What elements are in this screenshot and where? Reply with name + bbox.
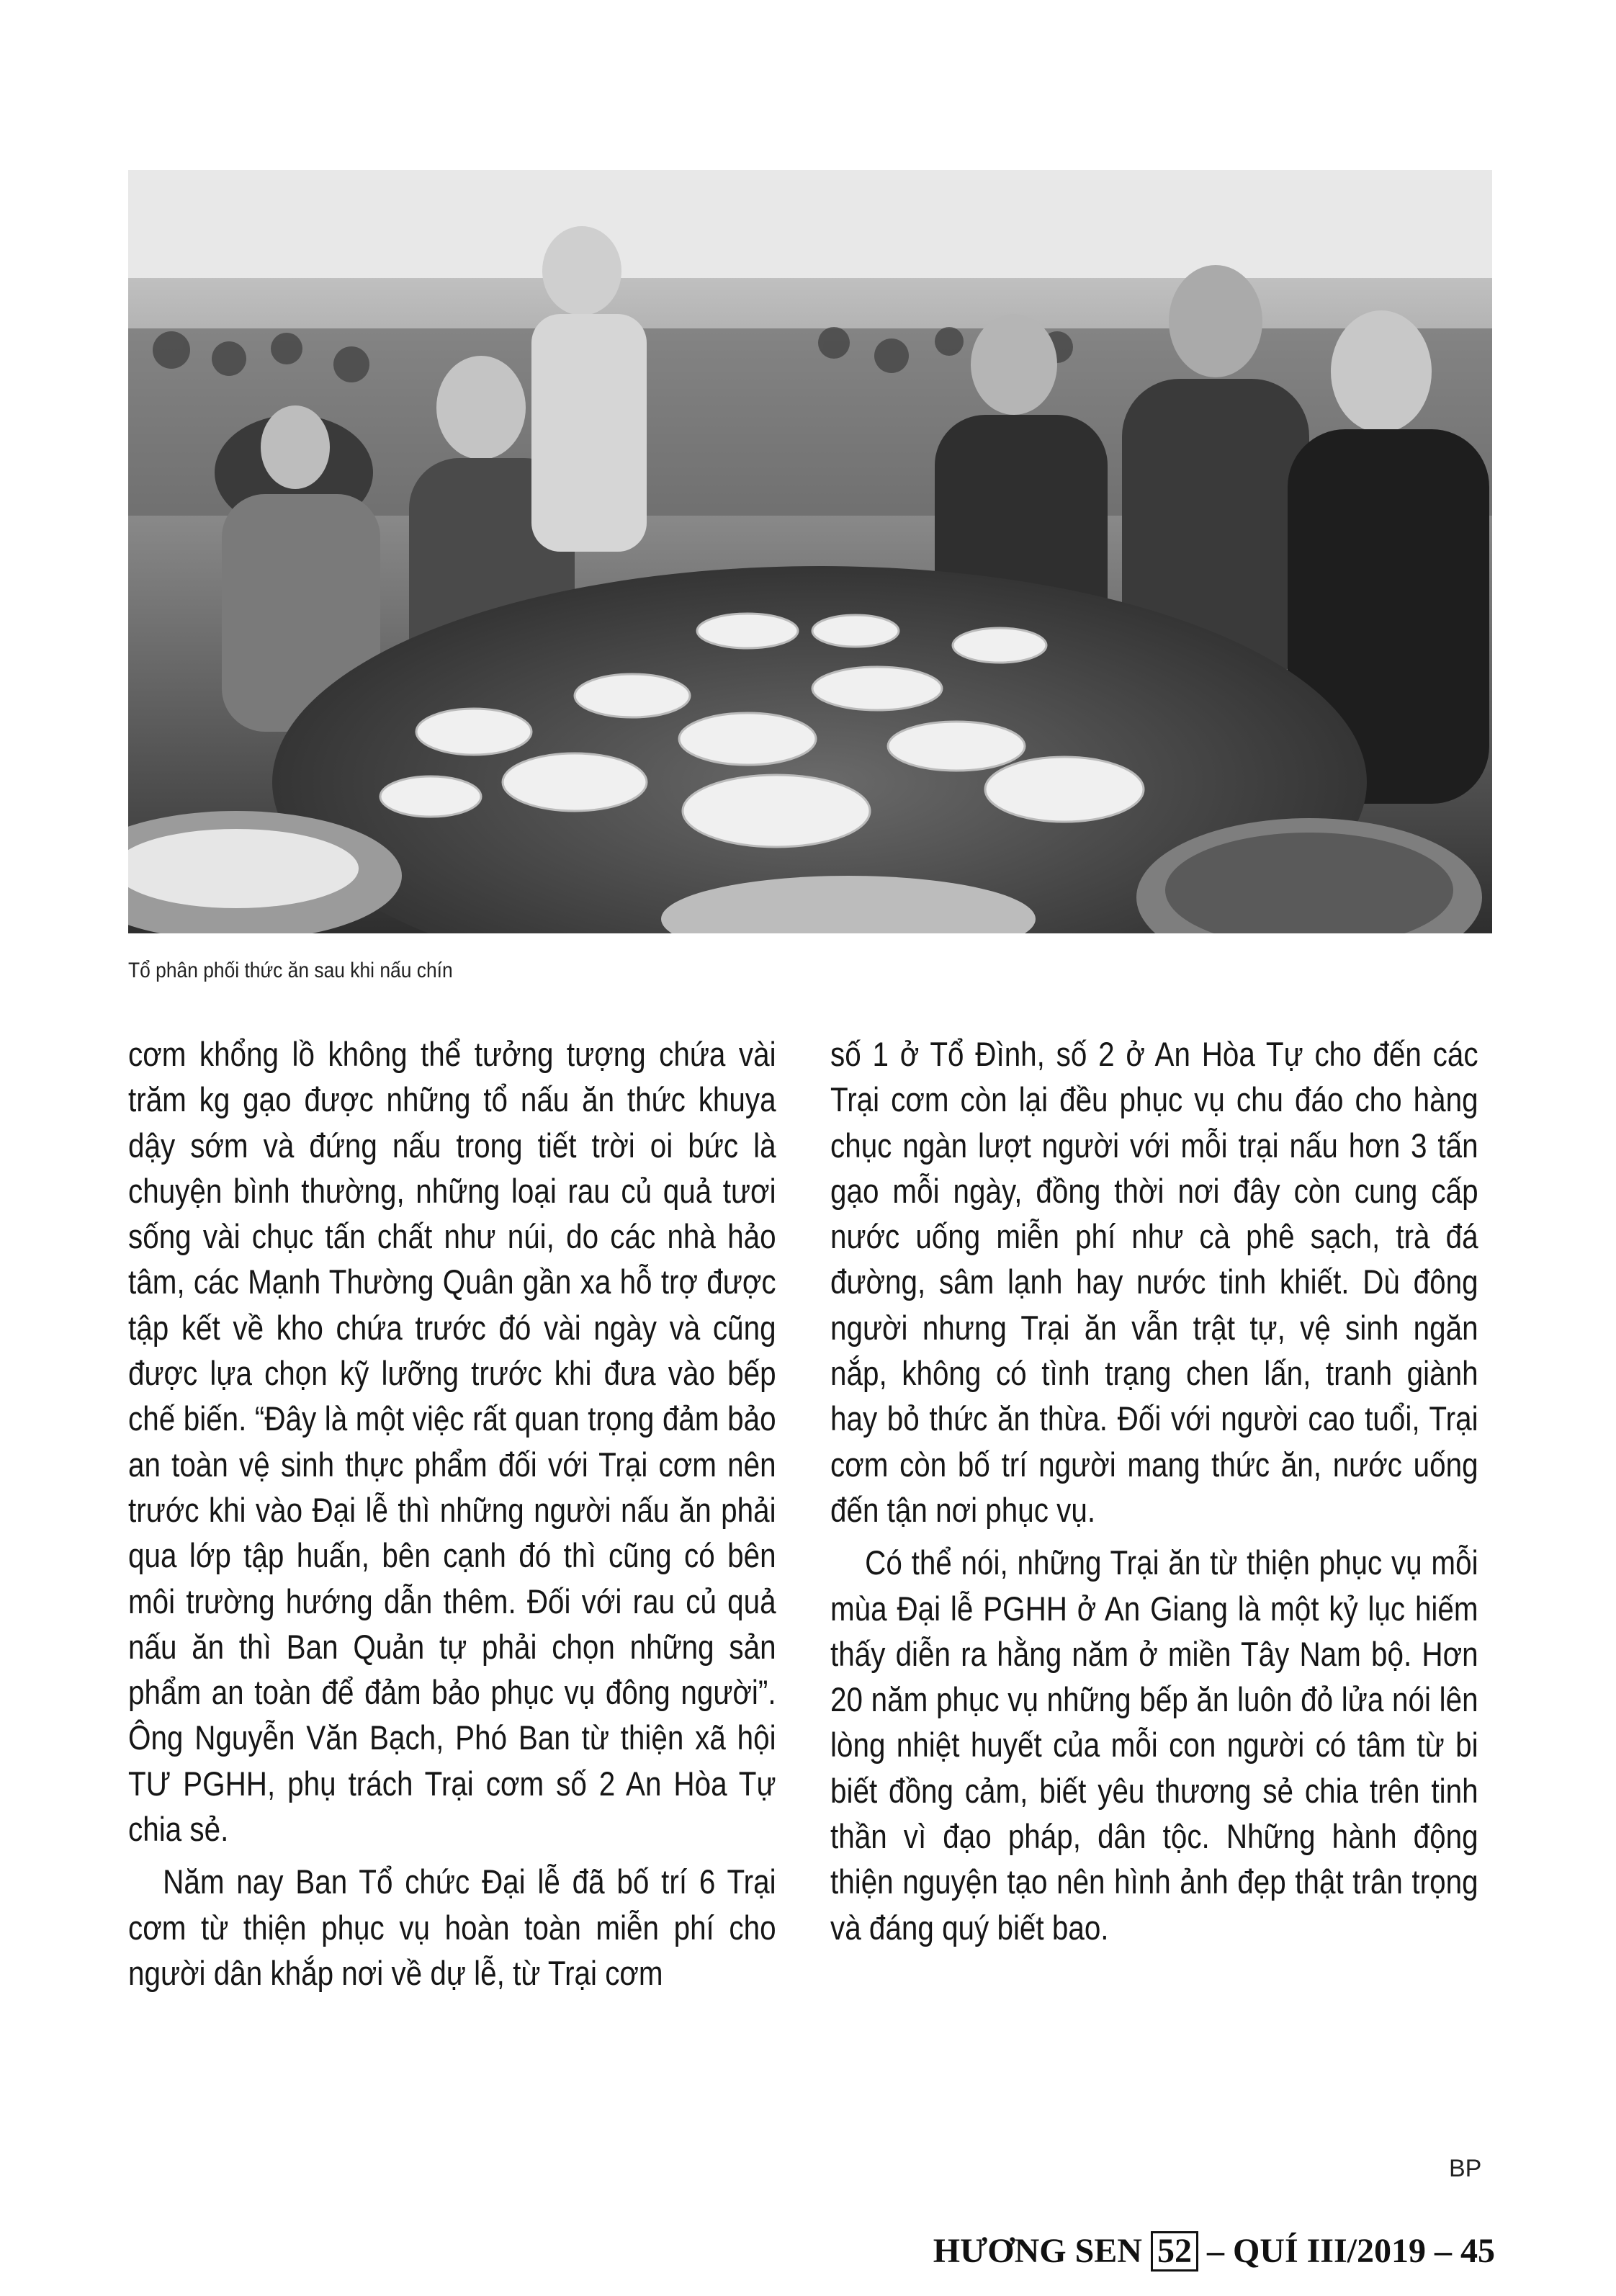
- article-photo: [128, 170, 1492, 933]
- article-column-right: [830, 1031, 1478, 1950]
- issue-quarter: – QUÍ III/2019 –: [1206, 2232, 1452, 2270]
- photo-caption: Tổ phân phối thức ăn sau khi nấu chín: [128, 959, 453, 982]
- magazine-name: HƯƠNG SEN: [933, 2232, 1142, 2270]
- article-paragraph: số 1 ở Tổ Đình, số 2 ở An Hòa Tự cho đến các Trại cơm còn lại đều phục vụ chu đáo cho hàng chục ngàn lượt người với mỗi trại nấu hơn 3 tấn gạo mỗi ngày, đồng thời nơi đây còn cung cấp nước uống miễn phí như cà phê sạch, trà đá đường, sâm lạnh hay nước tinh khiết. Dù đông người nhưng Trại ăn vẫn trật tự, vệ sinh ngăn nắp, không có tình trạng chen lấn, tranh giành hay bỏ thức ăn thừa. Đối với người cao tuổi, Trại cơm còn bố trí người mang thức ăn, nước uống đến tận nơi phục vụ.: [830, 1035, 1478, 1529]
- author-byline: BP: [1449, 2155, 1482, 2182]
- page-number: 45: [1460, 2232, 1495, 2270]
- article-paragraph: cơm khổng lồ không thể tưởng tượng chứa vài trăm kg gạo được những tổ nấu ăn thức khuya dậy sớm và đứng nấu trong tiết trời oi bức là chuyện bình thường, những loại rau củ quả tươi sống vài chục tấn chất như núi, do các nhà hảo tâm, các Mạnh Thường Quân gần xa hỗ trợ được tập kết về kho chứa trước đó vài ngày và cũng được lựa chọn kỹ lưỡng trước khi đưa vào bếp chế biến. “Đây là một việc rất quan trọng đảm bảo an toàn vệ sinh thực phẩm đối với Trại cơm nên trước khi vào Đại lễ thì những người nấu ăn phải qua lớp tập huấn, bên cạnh đó thì cũng có bên môi trường hướng dẫn thêm. Đối với rau củ quả nấu ăn thì Ban Quản tự phải chọn những sản phẩm an toàn để đảm bảo phục vụ đông người”. Ông Nguyễn Văn Bạch, Phó Ban từ thiện xã hội TƯ PGHH, phụ trách Trại cơm số 2 An Hòa Tự chia sẻ.: [128, 1035, 776, 1849]
- article-column-left: [128, 1031, 776, 1996]
- article-paragraph: Có thể nói, những Trại ăn từ thiện phục vụ mỗi mùa Đại lễ PGHH ở An Giang là một kỷ lục hiếm thấy diễn ra hằng năm ở miền Tây Nam bộ. Hơn 20 năm phục vụ những bếp ăn luôn đỏ lửa nói lên lòng nhiệt huyết của mỗi con người có tâm từ bi biết đồng cảm, biết yêu thương sẻ chia trên tinh thần vì đạo pháp, dân tộc. Những hành động thiện nguyện tạo nên hình ảnh đẹp thật trân trọng và đáng quý biết bao.: [830, 1543, 1478, 1947]
- article-paragraph: Năm nay Ban Tổ chức Đại lễ đã bố trí 6 Trại cơm từ thiện phục vụ hoàn toàn miễn phí cho người dân khắp nơi về dự lễ, từ Trại cơm: [128, 1862, 776, 1992]
- issue-number: 52: [1151, 2231, 1198, 2272]
- photo-food-distribution: [128, 170, 1492, 933]
- page-footer: [861, 2230, 1495, 2273]
